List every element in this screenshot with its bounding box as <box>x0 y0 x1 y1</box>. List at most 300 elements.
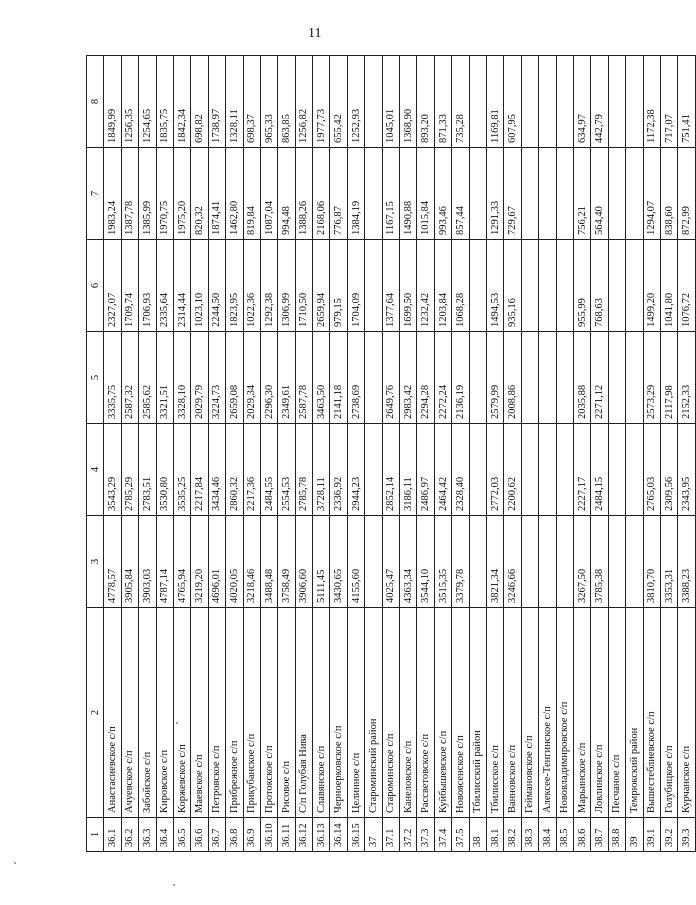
value-cell: 3810,70 <box>643 516 660 608</box>
value-cell: 442,79 <box>591 56 608 148</box>
value-cell: 2765,03 <box>643 424 660 516</box>
value-cell: 2772,03 <box>486 424 503 516</box>
value-cell: 2785,78 <box>295 424 312 516</box>
value-cell <box>539 56 556 148</box>
value-cell <box>365 332 382 424</box>
table-row <box>417 56 434 852</box>
value-cell: 2464,42 <box>434 424 451 516</box>
value-cell: 4787,14 <box>156 516 173 608</box>
value-cell <box>521 56 538 148</box>
row-name-cell: С/п Голубая Нива <box>295 608 312 818</box>
row-code-cell: 36.10 <box>260 818 277 852</box>
value-cell: 1167,15 <box>382 148 399 240</box>
value-cell <box>539 424 556 516</box>
row-name-cell: Славянское с/п <box>313 608 330 818</box>
value-cell <box>521 516 538 608</box>
value-cell: 1306,99 <box>278 240 295 332</box>
value-cell: 1292,38 <box>260 240 277 332</box>
value-cell: 1706,93 <box>139 240 156 332</box>
value-cell: 3430,65 <box>330 516 347 608</box>
value-cell: 4020,05 <box>226 516 243 608</box>
row-name-cell: Черноерковское с/п <box>330 608 347 818</box>
value-cell: 768,63 <box>591 240 608 332</box>
value-cell <box>469 148 486 240</box>
row-name-cell: Анастасиевское с/п <box>104 608 121 818</box>
table-row <box>469 56 486 852</box>
value-cell: 3488,48 <box>260 516 277 608</box>
value-cell: 1849,99 <box>104 56 121 148</box>
value-cell: 1203,84 <box>434 240 451 332</box>
value-cell: 2244,50 <box>208 240 225 332</box>
row-name-cell: Прибрежное с/п <box>226 608 243 818</box>
value-cell <box>469 516 486 608</box>
value-cell: 2659,94 <box>313 240 330 332</box>
column-header: 5 <box>87 332 104 424</box>
value-cell: 1710,50 <box>295 240 312 332</box>
value-cell: 2309,56 <box>660 424 677 516</box>
table-row <box>556 56 573 852</box>
table-body <box>104 56 695 852</box>
row-name-cell: Куйбышевское с/п <box>434 608 451 818</box>
value-cell: 1022,36 <box>243 240 260 332</box>
value-cell: 655,42 <box>330 56 347 148</box>
value-cell <box>556 516 573 608</box>
value-cell: 3543,29 <box>104 424 121 516</box>
row-name-cell: Курчанское с/п <box>678 608 695 818</box>
table-row <box>191 56 208 852</box>
value-cell: 2217,84 <box>191 424 208 516</box>
column-header: 7 <box>87 148 104 240</box>
table-row <box>295 56 312 852</box>
value-cell: 1368,90 <box>400 56 417 148</box>
row-code-cell: 36.1 <box>104 818 121 852</box>
value-cell: 1704,09 <box>347 240 364 332</box>
value-cell: 1384,19 <box>347 148 364 240</box>
value-cell: 3246,66 <box>504 516 521 608</box>
value-cell: 607,95 <box>504 56 521 148</box>
value-cell: 1977,73 <box>313 56 330 148</box>
value-cell: 1068,28 <box>452 240 469 332</box>
value-cell: 2141,18 <box>330 332 347 424</box>
value-cell: 2200,62 <box>504 424 521 516</box>
row-code-cell: 36.8 <box>226 818 243 852</box>
row-name-cell: Забойское с/п <box>139 608 156 818</box>
value-cell: 3544,10 <box>417 516 434 608</box>
value-cell <box>469 332 486 424</box>
value-cell <box>556 56 573 148</box>
value-cell: 2117,98 <box>660 332 677 424</box>
value-cell: 2484,55 <box>260 424 277 516</box>
value-cell: 2659,08 <box>226 332 243 424</box>
value-cell: 756,21 <box>573 148 590 240</box>
value-cell: 564,40 <box>591 148 608 240</box>
value-cell: 2573,29 <box>643 332 660 424</box>
value-cell <box>626 424 643 516</box>
value-cell: 2029,34 <box>243 332 260 424</box>
row-name-cell: Песчаное с/п <box>608 608 625 818</box>
value-cell: 2484,15 <box>591 424 608 516</box>
value-cell: 1970,75 <box>156 148 173 240</box>
value-cell: 2343,95 <box>678 424 695 516</box>
value-cell <box>556 424 573 516</box>
value-cell: 3224,73 <box>208 332 225 424</box>
value-cell: 1045,01 <box>382 56 399 148</box>
value-cell: 3530,80 <box>156 424 173 516</box>
value-cell: 965,33 <box>260 56 277 148</box>
scan-speck <box>173 884 175 886</box>
value-cell: 863,85 <box>278 56 295 148</box>
value-cell: 955,99 <box>573 240 590 332</box>
value-cell: 819,84 <box>243 148 260 240</box>
column-header: 2 <box>87 608 104 818</box>
value-cell: 3903,03 <box>139 516 156 608</box>
value-cell: 2860,32 <box>226 424 243 516</box>
table-row <box>591 56 608 852</box>
value-cell: 3267,50 <box>573 516 590 608</box>
table-row <box>173 56 190 852</box>
value-cell: 1738,97 <box>208 56 225 148</box>
row-code-cell: 36.15 <box>347 818 364 852</box>
value-cell: 2585,62 <box>139 332 156 424</box>
value-cell: 1462,80 <box>226 148 243 240</box>
value-cell: 2328,40 <box>452 424 469 516</box>
value-cell: 4025,47 <box>382 516 399 608</box>
row-name-cell: Голубицкое с/п <box>660 608 677 818</box>
value-cell: 1015,84 <box>417 148 434 240</box>
row-code-cell: 38 <box>469 818 486 852</box>
value-cell: 3434,46 <box>208 424 225 516</box>
value-cell: 993,46 <box>434 148 451 240</box>
table-row <box>504 56 521 852</box>
value-cell: 1023,10 <box>191 240 208 332</box>
value-cell: 1499,20 <box>643 240 660 332</box>
table-row <box>139 56 156 852</box>
value-cell: 4363,34 <box>400 516 417 608</box>
table-row <box>643 56 660 852</box>
value-cell: 871,33 <box>434 56 451 148</box>
data-table <box>86 55 696 852</box>
value-cell: 1874,41 <box>208 148 225 240</box>
value-cell <box>626 332 643 424</box>
row-name-cell: Тбилисский район <box>469 608 486 818</box>
value-cell: 2227,17 <box>573 424 590 516</box>
scan-speck <box>14 862 16 864</box>
value-cell <box>608 516 625 608</box>
table-row <box>678 56 695 852</box>
row-name-cell: Вышестеблиевское с/п <box>643 608 660 818</box>
page-number: 11 <box>308 26 322 41</box>
value-cell <box>521 240 538 332</box>
value-cell: 2349,61 <box>278 332 295 424</box>
value-cell <box>608 240 625 332</box>
table-row <box>365 56 382 852</box>
value-cell <box>365 148 382 240</box>
table-row <box>486 56 503 852</box>
value-cell <box>539 332 556 424</box>
row-name-cell: Прикубанское с/п <box>243 608 260 818</box>
row-code-cell: 36.13 <box>313 818 330 852</box>
row-code-cell: 38.5 <box>556 818 573 852</box>
value-cell: 3218,46 <box>243 516 260 608</box>
value-cell: 2314,44 <box>173 240 190 332</box>
table-row <box>539 56 556 852</box>
value-cell: 1842,34 <box>173 56 190 148</box>
value-cell: 3905,84 <box>121 516 138 608</box>
value-cell <box>365 240 382 332</box>
value-cell: 2783,51 <box>139 424 156 516</box>
value-cell: 3186,11 <box>400 424 417 516</box>
row-code-cell: 36.6 <box>191 818 208 852</box>
value-cell: 1087,04 <box>260 148 277 240</box>
value-cell: 935,16 <box>504 240 521 332</box>
value-cell: 3335,75 <box>104 332 121 424</box>
value-cell: 3535,25 <box>173 424 190 516</box>
value-cell <box>556 148 573 240</box>
row-code-cell: 38.8 <box>608 818 625 852</box>
row-code-cell: 39 <box>626 818 643 852</box>
row-name-cell: Марьинское с/п <box>573 608 590 818</box>
value-cell <box>469 56 486 148</box>
row-name-cell: Староминское с/п <box>382 608 399 818</box>
row-code-cell: 36.5 <box>173 818 190 852</box>
row-name-cell: Алексее-Тенгинское с/п <box>539 608 556 818</box>
table-row <box>382 56 399 852</box>
table-header-row <box>87 56 104 852</box>
row-name-cell: Тбилисское с/п <box>486 608 503 818</box>
value-cell: 3463,50 <box>313 332 330 424</box>
row-code-cell: 36.14 <box>330 818 347 852</box>
value-cell <box>556 240 573 332</box>
value-cell: 2136,19 <box>452 332 469 424</box>
value-cell <box>626 148 643 240</box>
row-code-cell: 36.4 <box>156 818 173 852</box>
value-cell: 3515,35 <box>434 516 451 608</box>
value-cell: 994,48 <box>278 148 295 240</box>
value-cell: 1169,81 <box>486 56 503 148</box>
value-cell: 979,15 <box>330 240 347 332</box>
value-cell <box>469 240 486 332</box>
value-cell: 838,60 <box>660 148 677 240</box>
value-cell: 1377,64 <box>382 240 399 332</box>
value-cell: 3353,31 <box>660 516 677 608</box>
row-code-cell: 37.5 <box>452 818 469 852</box>
value-cell <box>365 516 382 608</box>
value-cell: 717,07 <box>660 56 677 148</box>
value-cell: 1294,07 <box>643 148 660 240</box>
table-row <box>226 56 243 852</box>
value-cell: 2649,76 <box>382 332 399 424</box>
value-cell: 3906,60 <box>295 516 312 608</box>
row-name-cell: Ловлинское с/п <box>591 608 608 818</box>
value-cell <box>521 148 538 240</box>
value-cell: 1983,24 <box>104 148 121 240</box>
table-row <box>434 56 451 852</box>
value-cell: 3219,20 <box>191 516 208 608</box>
table-row <box>573 56 590 852</box>
row-code-cell: 38.7 <box>591 818 608 852</box>
value-cell <box>469 424 486 516</box>
row-name-cell: Коржевское с/п <box>173 608 190 818</box>
value-cell: 2271,12 <box>591 332 608 424</box>
value-cell: 2335,64 <box>156 240 173 332</box>
row-code-cell: 38.4 <box>539 818 556 852</box>
row-code-cell: 39.2 <box>660 818 677 852</box>
value-cell <box>365 56 382 148</box>
value-cell: 2168,06 <box>313 148 330 240</box>
row-name-cell: Темрюкский район <box>626 608 643 818</box>
value-cell <box>521 424 538 516</box>
value-cell: 1252,93 <box>347 56 364 148</box>
value-cell: 857,44 <box>452 148 469 240</box>
value-cell: 2852,14 <box>382 424 399 516</box>
value-cell: 2035,88 <box>573 332 590 424</box>
table-row <box>400 56 417 852</box>
table-row <box>452 56 469 852</box>
column-header: 6 <box>87 240 104 332</box>
value-cell <box>608 148 625 240</box>
value-cell: 1823,95 <box>226 240 243 332</box>
row-code-cell: 37 <box>365 818 382 852</box>
value-cell: 2944,23 <box>347 424 364 516</box>
value-cell: 735,28 <box>452 56 469 148</box>
table-row <box>626 56 643 852</box>
column-header: 4 <box>87 424 104 516</box>
value-cell: 2983,42 <box>400 332 417 424</box>
value-cell: 4696,01 <box>208 516 225 608</box>
row-name-cell: Ванновское с/п <box>504 608 521 818</box>
row-code-cell: 36.3 <box>139 818 156 852</box>
row-name-cell: Рассветовское с/п <box>417 608 434 818</box>
row-code-cell: 39.3 <box>678 818 695 852</box>
row-name-cell: Геймановское с/п <box>521 608 538 818</box>
value-cell: 776,87 <box>330 148 347 240</box>
value-cell: 2008,86 <box>504 332 521 424</box>
value-cell: 1975,20 <box>173 148 190 240</box>
table-row <box>347 56 364 852</box>
value-cell: 3388,23 <box>678 516 695 608</box>
value-cell: 634,97 <box>573 56 590 148</box>
value-cell: 3321,51 <box>156 332 173 424</box>
value-cell <box>626 240 643 332</box>
value-cell: 698,82 <box>191 56 208 148</box>
value-cell: 729,67 <box>504 148 521 240</box>
value-cell: 1232,42 <box>417 240 434 332</box>
row-name-cell: Нововладимировское с/п <box>556 608 573 818</box>
value-cell: 2029,79 <box>191 332 208 424</box>
column-header: 3 <box>87 516 104 608</box>
value-cell: 872,99 <box>678 148 695 240</box>
table-row <box>260 56 277 852</box>
value-cell <box>539 240 556 332</box>
row-name-cell: Канеловское с/п <box>400 608 417 818</box>
row-code-cell: 36.9 <box>243 818 260 852</box>
value-cell: 1291,33 <box>486 148 503 240</box>
value-cell: 3379,78 <box>452 516 469 608</box>
value-cell: 3328,10 <box>173 332 190 424</box>
value-cell: 1494,53 <box>486 240 503 332</box>
value-cell <box>626 516 643 608</box>
value-cell: 1699,50 <box>400 240 417 332</box>
value-cell: 4155,60 <box>347 516 364 608</box>
value-cell: 1328,11 <box>226 56 243 148</box>
table-row <box>156 56 173 852</box>
table-row <box>104 56 121 852</box>
row-code-cell: 36.7 <box>208 818 225 852</box>
value-cell: 2272,24 <box>434 332 451 424</box>
value-cell: 4765,94 <box>173 516 190 608</box>
value-cell <box>539 516 556 608</box>
table-row <box>208 56 225 852</box>
value-cell: 2336,92 <box>330 424 347 516</box>
table-row <box>521 56 538 852</box>
value-cell <box>608 56 625 148</box>
row-name-cell: Ачуевское с/п <box>121 608 138 818</box>
value-cell: 1387,78 <box>121 148 138 240</box>
value-cell: 1385,99 <box>139 148 156 240</box>
value-cell: 2554,53 <box>278 424 295 516</box>
value-cell: 3758,49 <box>278 516 295 608</box>
value-cell <box>365 424 382 516</box>
row-name-cell: Протокское с/п <box>260 608 277 818</box>
value-cell: 698,37 <box>243 56 260 148</box>
row-code-cell: 38.3 <box>521 818 538 852</box>
value-cell: 3821,34 <box>486 516 503 608</box>
value-cell <box>556 332 573 424</box>
value-cell: 820,32 <box>191 148 208 240</box>
row-code-cell: 37.3 <box>417 818 434 852</box>
column-header: 1 <box>87 818 104 852</box>
value-cell <box>608 424 625 516</box>
row-code-cell: 38.1 <box>486 818 503 852</box>
value-cell: 3728,11 <box>313 424 330 516</box>
row-name-cell: Маевское с/п <box>191 608 208 818</box>
row-code-cell: 38.6 <box>573 818 590 852</box>
value-cell: 751,41 <box>678 56 695 148</box>
value-cell <box>626 56 643 148</box>
value-cell: 2327,07 <box>104 240 121 332</box>
row-code-cell: 36.11 <box>278 818 295 852</box>
value-cell: 1172,38 <box>643 56 660 148</box>
row-code-cell: 36.2 <box>121 818 138 852</box>
value-cell: 893,20 <box>417 56 434 148</box>
row-name-cell: Петровское с/п <box>208 608 225 818</box>
value-cell: 5111,45 <box>313 516 330 608</box>
value-cell: 2486,97 <box>417 424 434 516</box>
row-code-cell: 37.4 <box>434 818 451 852</box>
table-row <box>278 56 295 852</box>
table-row <box>330 56 347 852</box>
value-cell: 2294,28 <box>417 332 434 424</box>
value-cell: 2587,32 <box>121 332 138 424</box>
row-code-cell: 37.1 <box>382 818 399 852</box>
value-cell: 4778,57 <box>104 516 121 608</box>
value-cell: 3785,38 <box>591 516 608 608</box>
value-cell: 2296,30 <box>260 332 277 424</box>
row-code-cell: 39.1 <box>643 818 660 852</box>
value-cell: 1256,82 <box>295 56 312 148</box>
row-name-cell: Староминский район <box>365 608 382 818</box>
scan-speck <box>176 722 178 724</box>
value-cell: 1388,26 <box>295 148 312 240</box>
value-cell: 2587,78 <box>295 332 312 424</box>
row-name-cell: Кировское с/п <box>156 608 173 818</box>
column-header: 8 <box>87 56 104 148</box>
row-code-cell: 37.2 <box>400 818 417 852</box>
row-name-cell: Целинное с/п <box>347 608 364 818</box>
value-cell: 1041,80 <box>660 240 677 332</box>
row-name-cell: Рисовое с/п <box>278 608 295 818</box>
value-cell: 2785,29 <box>121 424 138 516</box>
